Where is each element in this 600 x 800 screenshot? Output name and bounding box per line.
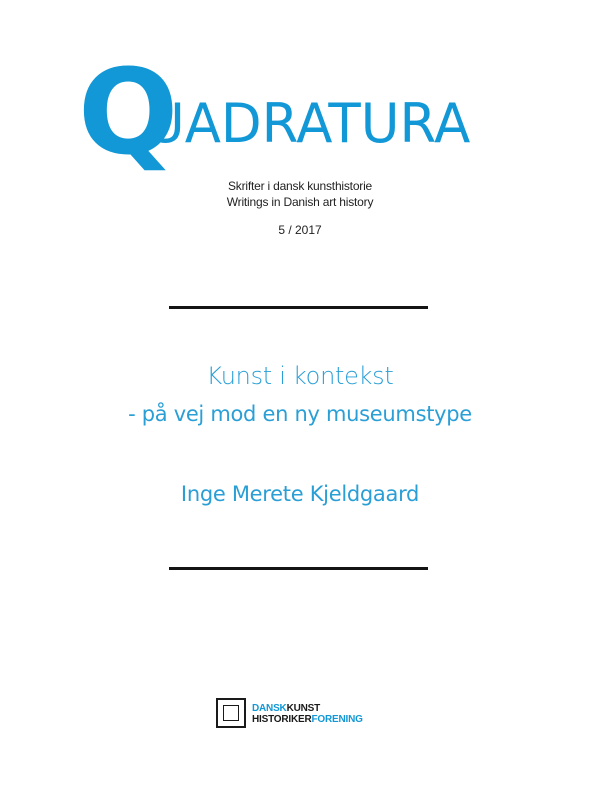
publisher-name-line-2 xyxy=(252,714,363,725)
issue-number: 5 / 2017 xyxy=(278,223,322,237)
publisher-word-historiker: HISTORIKER xyxy=(252,714,312,725)
publisher-name-line-1 xyxy=(252,703,320,714)
frame-icon xyxy=(216,698,246,728)
frame-inner-icon xyxy=(223,705,239,721)
series-subtitle-danish: Skrifter i dansk kunsthistorie xyxy=(227,179,373,193)
masthead-initial: Q xyxy=(78,43,177,181)
publisher-word-kunst: KUNST xyxy=(286,703,321,714)
series-subtitle-english: Writings in Danish art history xyxy=(226,195,374,209)
journal-masthead xyxy=(78,43,528,181)
bottom-divider xyxy=(169,567,428,570)
work-subtitle: - på vej mod en ny museumstype xyxy=(128,402,472,426)
masthead-title: UADRATURA xyxy=(146,92,471,155)
author-name: Inge Merete Kjeldgaard xyxy=(180,482,420,506)
publisher-word-forening: FORENING xyxy=(311,714,363,725)
publisher-logo xyxy=(216,698,396,734)
publisher-word-dansk: DANSK xyxy=(252,703,287,714)
top-divider xyxy=(169,306,428,309)
work-title: Kunst i kontekst xyxy=(206,362,394,390)
